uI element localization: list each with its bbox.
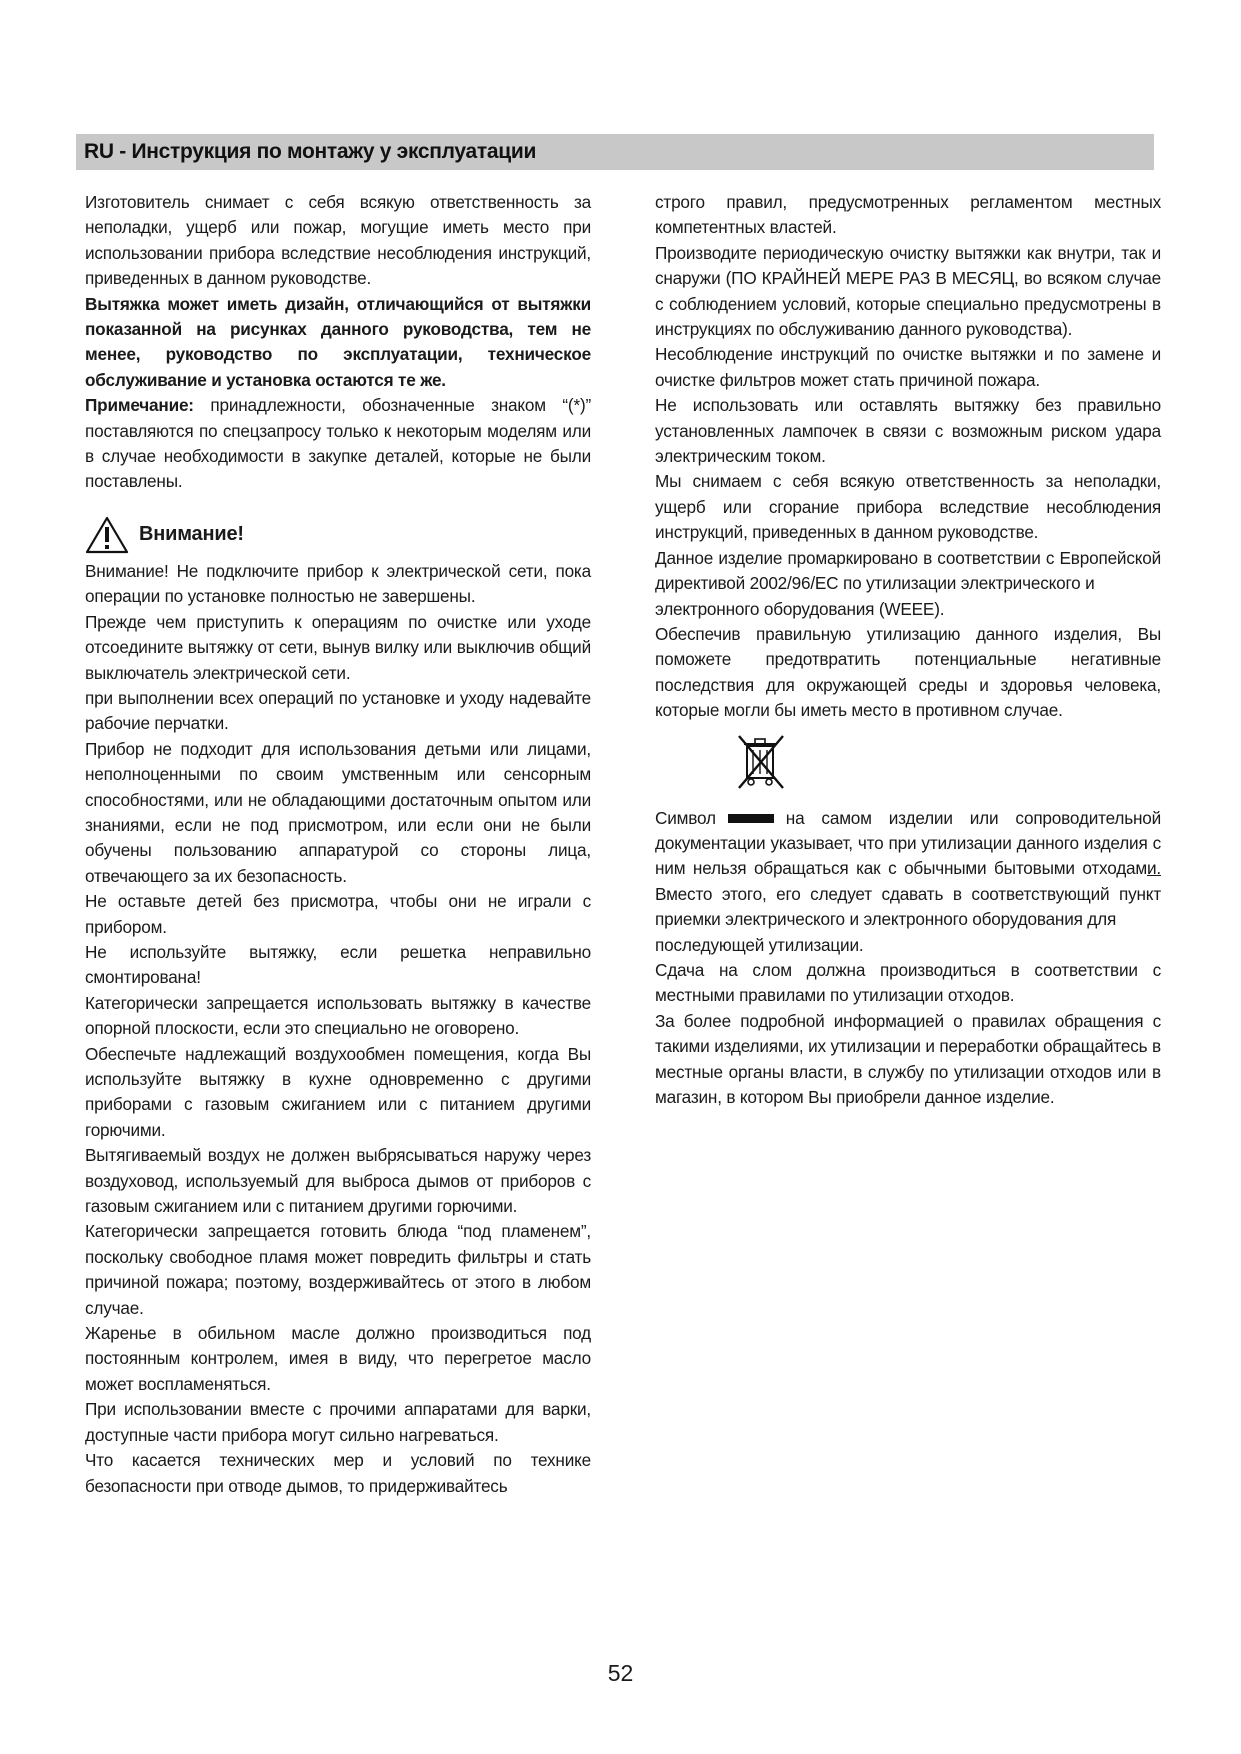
text-run: Вместо этого, его следует сдавать в соответствующий пункт приемки электрического и электронного оборудования для — [655, 883, 1161, 930]
paragraph: строго правил, предусмотренных регламентом местных компетентных властей. — [655, 192, 1161, 238]
design-notice: Вытяжка может иметь дизайн, отличающийся от вытяжки показанной на рисунках данного руководства, тем не менее, руководство по эксплуатации, техническое обслуживание и установка остаются те же. — [85, 293, 591, 390]
paragraph: Прибор не подходит для использования детьми или лицами, неполноценными по своим умственным или сенсорным способностями, или не обладающими достаточным опытом или знаниями, если не под присмотром, или если они не были обучены пользованию аппаратурой со стороны лица, отвечающего за их безопасность. — [85, 738, 591, 886]
right-column — [655, 190, 1161, 1110]
note-paragraph — [85, 393, 591, 495]
paragraph: Внимание! Не подключите прибор к электрической сети, пока операции по установке полностью не завершены. — [85, 560, 591, 607]
paragraph: Категорически запрещается использовать вытяжку в качестве опорной плоскости, если это специально не оговорено. — [85, 992, 591, 1039]
note-label: Примечание: — [85, 395, 194, 416]
text-run: Символ — [655, 807, 716, 828]
paragraph: Производите периодическую очистку вытяжки как внутри, так и снаружи (ПО КРАЙНЕЙ МЕРЕ РАЗ В МЕСЯЦ, во всяком случае с соблюдением условий, которые специально предусмотрены в инструкциях по обслуживанию данного руководства). — [655, 242, 1161, 340]
weee-symbol-wrap — [655, 732, 1161, 794]
warning-title: Внимание! — [139, 523, 244, 546]
warning-heading — [85, 515, 591, 555]
paragraph: При использовании вместе с прочими аппаратами для варки, доступные части прибора могут сильно нагреваться. — [85, 1399, 591, 1445]
text-run: на самом изделии или сопроводительной документации указывает, что при утилизации данного изделия с ним нельзя обращаться как с обычными бытовыми отходам — [655, 807, 1161, 879]
crossed-out-bin-icon — [735, 732, 787, 794]
paragraph: Не использовать или оставлять вытяжку без правильно установленных лампочек в связи с возможным риском удара электрическим током. — [655, 395, 1161, 467]
paragraph: Обеспечив правильную утилизацию данного изделия, Вы поможете предотвратить потенциальные негативные последствия для окружающей среды и здоровья человека, которые могли бы иметь место в противном случае. — [655, 623, 1161, 721]
paragraph: Не используйте вытяжку, если решетка неправильно смонтирована! — [85, 941, 591, 988]
page-number: 52 — [607, 1660, 634, 1686]
paragraph: Категорически запрещается готовить блюда “под пламенем”, поскольку свободное пламя может повредить фильтры и стать причиной пожара; поэтому, воздерживайтесь от этого в любом случае. — [85, 1221, 591, 1318]
paragraph: Сдача на слом должна производиться в соответствии с местными правилами по утилизации отходов. — [655, 959, 1161, 1006]
paragraph: Данное изделие промаркировано в соответствии с Европейской директивой 2002/96/EC по утилизации электрического и — [655, 547, 1161, 594]
section-header-bar — [76, 134, 1154, 170]
left-column — [85, 190, 591, 1499]
paragraph: Не оставьте детей без присмотра, чтобы они не играли с прибором. — [85, 891, 591, 937]
paragraph: Что касается технических мер и условий по технике безопасности при отводе дымов, то придерживайтесь — [85, 1450, 591, 1496]
black-bar-icon — [728, 814, 774, 823]
paragraph — [655, 806, 1161, 933]
paragraph: Вытягиваемый воздух не должен выбрясываться наружу через воздуховод, используемый для выброса дымов от приборов с газовым сжиганием или с питанием другими горючими. — [85, 1145, 591, 1217]
section-title: RU - Инструкция по монтажу у эксплуатации — [84, 140, 537, 163]
warning-triangle-icon — [85, 516, 129, 554]
note-text: принадлежности, обозначенные знаком “(*)” поставляются по спецзапросу только к некоторым моделям или в случае необходимости в закупке деталей, которые не были поставлены. — [85, 395, 591, 492]
paragraph: Мы снимаем с себя всякую ответственность за неполадки, ущерб или сгорание прибора вследствие несоблюдения инструкций, приведенных в данном руководстве. — [655, 471, 1161, 543]
paragraph: Несоблюдение инструкций по очистке вытяжки и по замене и очистке фильтров может стать причиной пожара. — [655, 344, 1161, 390]
paragraph: За более подробной информацией о правилах обращения с такими изделиями, их утилизации и переработки обращайтесь в местные органы власти, в службу по утилизации отходов или в магазин, в котором Вы приобрели данное изделие. — [655, 1010, 1161, 1107]
paragraph: Жаренье в обильном масле должно производиться под постоянным контролем, имея в виду, что перегретое масло может воспламеняться. — [85, 1323, 591, 1394]
paragraph: электронного оборудования (WEEE). — [655, 598, 945, 619]
paragraph: при выполнении всех операций по установке и уходу надевайте рабочие перчатки. — [85, 687, 591, 734]
paragraph: Обеспечьте надлежащий воздухообмен помещения, когда Вы используйте вытяжку в кухне одновременно с другими приборами с газовым сжиганием или с питанием другими горючими. — [85, 1043, 591, 1140]
paragraph: Изготовитель снимает с себя всякую ответственность за неполадки, ущерб или пожар, могущие иметь место при использовании прибора вследствие несоблюдения инструкций, приведенных в данном руководстве. — [85, 192, 591, 289]
paragraph: последующей утилизации. — [655, 934, 864, 955]
text-run: и. — [1147, 858, 1161, 879]
paragraph: Прежде чем приступить к операциям по очистке или уходе отсоедините вытяжку от сети, вынув вилку или выключив общий выключатель электрической сети. — [85, 611, 591, 683]
